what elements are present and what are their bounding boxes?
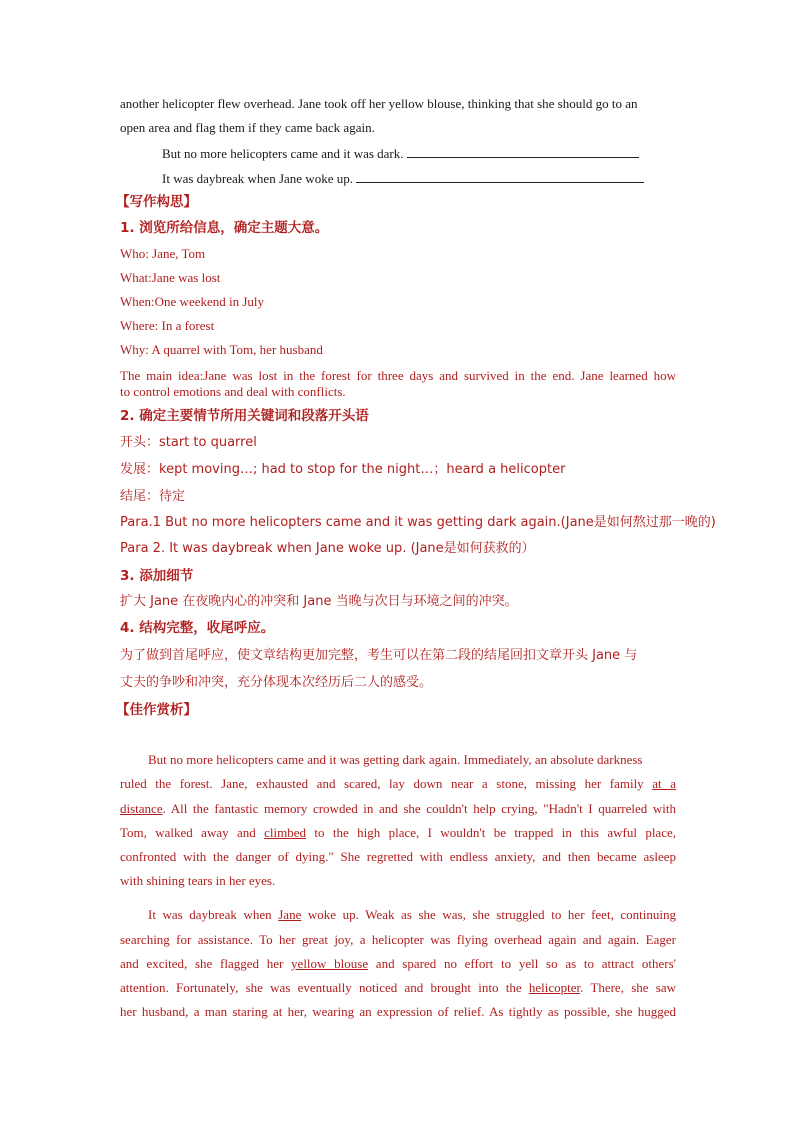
prompt-1-text: But no more helicopters came and it was dark.	[162, 146, 404, 161]
why-line: Why: A quarrel with Tom, her husband	[120, 342, 323, 357]
step-3-heading: 3. 添加细节	[120, 568, 194, 584]
highlighted-phrase: climbed	[264, 825, 307, 840]
conception-heading: 【写作构思】	[116, 194, 197, 210]
essay-p1-line-6: with shining tears in her eyes.	[120, 873, 276, 888]
essay-p1-line-1: But no more helicopters came and it was getting dark again. Immediately, an absolute darkness	[148, 752, 643, 767]
essay-text: to the high place, I wouldn't be trapped in this awful place,	[306, 825, 676, 840]
essay-text: ruled the forest. Jane, exhausted and scared, lay down near a stone, missing her family	[120, 776, 653, 791]
what-line: What:Jane was lost	[120, 270, 221, 285]
development-line: 发展：kept moving…; had to stop for the night…；heard a helicopter	[120, 462, 566, 477]
intro-line-2: open area and flag them if they came back again.	[120, 120, 375, 135]
main-idea-line-1: The main idea:Jane was lost in the forest for three days and survived in the end. Jane learned how	[120, 368, 676, 383]
step-1-heading: 1. 浏览所给信息，确定主题大意。	[120, 220, 329, 236]
essay-p2-line-5: her husband, a man staring at her, wearing an expression of relief. As tightly as possible, she hugged	[120, 1004, 676, 1019]
highlighted-phrase: helicopter	[528, 980, 581, 995]
essay-text: Tom, walked away and	[120, 825, 265, 840]
highlighted-phrase: yellow blouse	[291, 956, 369, 971]
main-idea-line-2: to control emotions and deal with conflicts.	[120, 384, 346, 399]
who-line: Who: Jane, Tom	[120, 246, 206, 261]
essay-p2-line-2: searching for assistance. To her great joy, a helicopter was flying overhead again and again. Eager	[120, 932, 676, 947]
essay-p2-line-1	[148, 907, 676, 923]
essay-text: and excited, she flagged her	[120, 956, 292, 971]
step-2-heading: 2. 确定主要情节所用关键词和段落开头语	[120, 408, 369, 424]
prompt-2-text: It was daybreak when Jane woke up.	[162, 171, 353, 186]
essay-text: . There, she saw	[580, 980, 676, 995]
essay-p1-line-2	[120, 776, 676, 792]
intro-line-1: another helicopter flew overhead. Jane took off her yellow blouse, thinking that she should go to an	[120, 96, 638, 111]
ending-line: 结尾：待定	[120, 489, 186, 504]
highlighted-phrase: Jane	[278, 907, 302, 922]
essay-text: . All the fantastic memory crowded in and she couldn't help crying, "Hadn't I quarreled with	[162, 801, 676, 816]
where-line: Where: In a forest	[120, 318, 215, 333]
when-line: When:One weekend in July	[120, 294, 265, 309]
writing-blank-1	[407, 145, 639, 158]
essay-p1-line-3	[120, 801, 676, 817]
essay-text: attention. Fortunately, she was eventually noticed and brought into the	[120, 980, 529, 995]
step-3-text: 扩大 Jane 在夜晚内心的冲突和 Jane 当晚与次日与环境之间的冲突。	[120, 594, 518, 609]
essay-p2-line-3	[120, 956, 676, 972]
highlighted-phrase: distance	[120, 801, 163, 816]
prompt-line-2	[162, 170, 644, 187]
prompt-line-1	[162, 145, 639, 162]
writing-blank-2	[356, 170, 644, 183]
appreciation-heading: 【佳作赏析】	[116, 702, 197, 718]
para-1-line: Para.1 But no more helicopters came and it was getting dark again.(Jane是如何熬过那一晚的)	[120, 515, 716, 530]
step-4-heading: 4. 结构完整，收尾呼应。	[120, 620, 275, 636]
para-2-line: Para 2. It was daybreak when Jane woke up. (Jane是如何获救的）	[120, 541, 535, 556]
step-4-text-line-2: 丈夫的争吵和冲突，充分体现本次经历后二人的感受。	[120, 675, 433, 690]
step-4-text-line-1: 为了做到首尾呼应，使文章结构更加完整，考生可以在第二段的结尾回扣文章开头 Jane 与	[120, 648, 638, 663]
highlighted-phrase: at a	[652, 776, 676, 791]
essay-p1-line-5: confronted with the danger of dying." She regretted with endless anxiety, and then became asleep	[120, 849, 676, 864]
essay-text: woke up. Weak as she was, she struggled to her feet, continuing	[301, 907, 676, 922]
essay-p1-line-4	[120, 825, 676, 841]
essay-text: and spared no effort to yell so as to attract others'	[368, 956, 676, 971]
beginning-line: 开头：start to quarrel	[120, 435, 257, 450]
essay-text: It was daybreak when	[148, 907, 279, 922]
essay-p2-line-4	[120, 980, 676, 996]
